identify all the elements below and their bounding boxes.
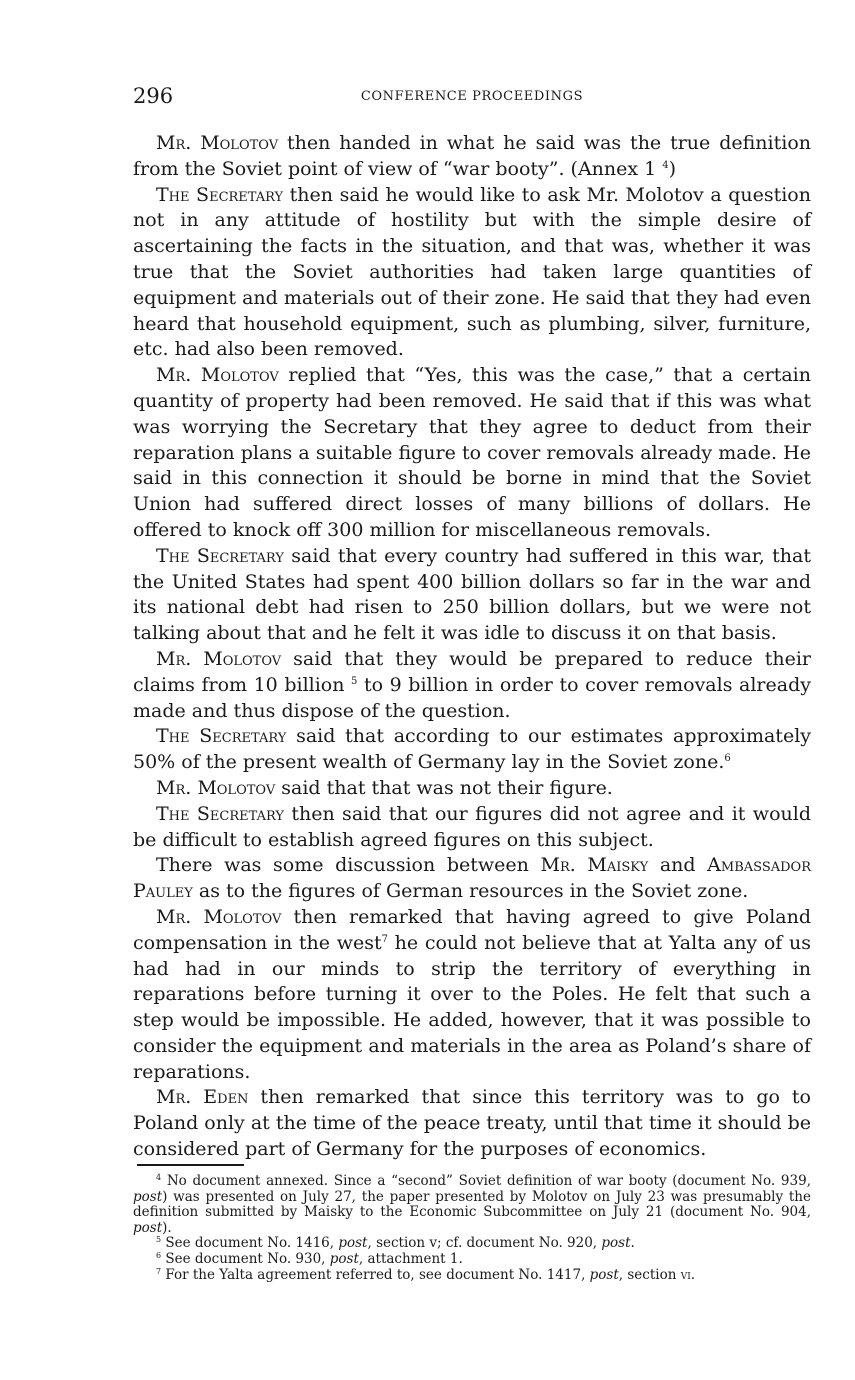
text-run: post [338,1235,368,1252]
text-run: post [133,1188,163,1205]
paragraph [133,853,811,905]
speaker-name: The Secretary [156,725,287,748]
text-run: said that according to our estimates approximately 50% of the present wealth of Germany lay in the Soviet zone. [133,725,812,774]
text-run: post [601,1235,631,1252]
footnote [133,1268,811,1284]
speaker-name: Mr. Molotov [156,364,279,387]
text-run: ) was presented on July 27, the paper presented by Molotov on July 23 was presumably the definition submitted by Maisky to the Economic Subcommittee on July 21 (document No. 904, [133,1188,811,1221]
text-run: then remarked that having agreed to give Poland compensation in the west [133,905,811,954]
text-run: No document annexed. Since a “second” Soviet definition of war booty (document No. 939, [161,1173,811,1189]
speaker-name: Ambassador Pauley [133,854,811,903]
speaker-name: Mr. Molotov [156,132,279,154]
footnote [133,1252,811,1268]
running-head: CONFERENCE PROCEEDINGS [360,89,584,104]
paragraph [133,724,811,776]
speaker-name: Mr. Molotov [156,905,282,928]
text-run: then remarked that since this territory was to go to Poland only at the time of the peace treaty, until that time it should be considered part of Germany for the purposes of economics. [133,1086,811,1161]
footnotes [133,1174,811,1283]
text-run: , section v; cf. document No. 920, [367,1235,602,1252]
text-run: said that they would be prepared to reduce their claims from 10 billion [133,647,811,696]
footnote-marker: 7 [156,1266,162,1276]
body-text [133,131,811,1163]
text-run: post [133,1219,163,1236]
page-number: 296 [133,84,174,108]
speaker-name: The Secretary [156,183,284,206]
text-run: See document No. 930, [161,1250,330,1267]
speaker-name: Mr. Molotov [156,776,276,799]
text-run: ). [162,1219,172,1236]
paragraph [133,183,811,364]
text-run: post [329,1250,359,1267]
footnote-marker: 5 [156,1235,162,1245]
text-run: to 9 billion in order to cover removals already made and thus dispose of the question. [133,673,811,722]
speaker-name: vi [680,1266,691,1283]
speaker-name: Mr. Eden [156,1086,249,1109]
footnote-marker: 4 [662,159,669,171]
text-run: . [690,1266,696,1283]
text-run: then said he would like to ask Mr. Molotov a question not in any attitude of hostility but with the simple desire of ascertaining the facts in the situation, and that was, whether it was true that the Soviet authorities had taken large quantities of equipment and materials out of their zone. He said that they had even heard that household equipment, such as plumbing, silver, furniture, etc. had also been removed. [133,183,811,361]
paragraph [133,544,811,647]
text-run: For the Yalta agreement referred to, see document No. 1417, [161,1266,590,1283]
text-run: and [648,854,708,877]
text-run: See document No. 1416, [161,1235,339,1252]
speaker-name: The Secretary [156,544,284,567]
paragraph [133,905,811,1086]
paragraph [133,1085,811,1162]
page-header [133,84,811,112]
footnote-marker: 7 [381,933,388,945]
text-run: then handed in what he said was the true definition from the Soviet point of view of “war booty”. (Annex 1 [133,132,811,180]
text-run: then said that our figures did not agree and it would be difficult to establish agreed figures on this subject. [133,802,811,851]
footnote-marker: 5 [351,675,358,687]
footnote [133,1236,811,1252]
text-run: he could not believe that at Yalta any of us had had in our minds to strip the territory of everything in reparations before turning it over to the Poles. He felt that such a step would be impossible. He added, however, that it was possible to consider the equipment and materials in the area as Poland’s share of reparations. [133,931,812,1083]
footnote-marker: 6 [724,753,731,765]
text-run: said that every country had suffered in this war, that the United States had spent 400 billion dollars so far in the war and its national debt had risen to 250 billion dollars, but we were not talking about that and he felt it was idle to discuss it on that basis. [133,544,811,645]
text-run: , section [618,1266,681,1283]
footnote-marker: 6 [156,1250,162,1260]
text-run: said that that was not their figure. [275,776,613,799]
speaker-name: Mr. Molotov [156,647,282,670]
footnote-rule [137,1164,244,1166]
paragraph [133,131,811,183]
text-run: replied that “Yes, this was the case,” that a certain quantity of property had been removed. He said that if this was what was worrying the Secretary that they agree to deduct from their reparation plans a suitable figure to cover removals already made. He said in this connection it should be borne in mind that the Soviet Union had suffered direct losses of many billions of dollars. He offered to knock off 300 million for miscellaneous removals. [133,364,811,541]
speaker-name: Mr. Maisky [540,854,649,877]
text-run: ) [668,157,677,180]
text-run: as to the figures of German resources in the Soviet zone. [192,880,749,903]
text-run: post [589,1266,619,1283]
footnote [133,1174,811,1236]
paragraph [133,776,811,802]
paragraph [133,647,811,724]
text-run: . [630,1235,635,1252]
footnote-marker: 4 [156,1173,162,1182]
speaker-name: The Secretary [156,802,284,825]
paragraph [133,802,811,854]
text-run: There was some discussion between [156,854,541,877]
paragraph [133,363,811,544]
text-run: , attachment 1. [358,1250,463,1267]
